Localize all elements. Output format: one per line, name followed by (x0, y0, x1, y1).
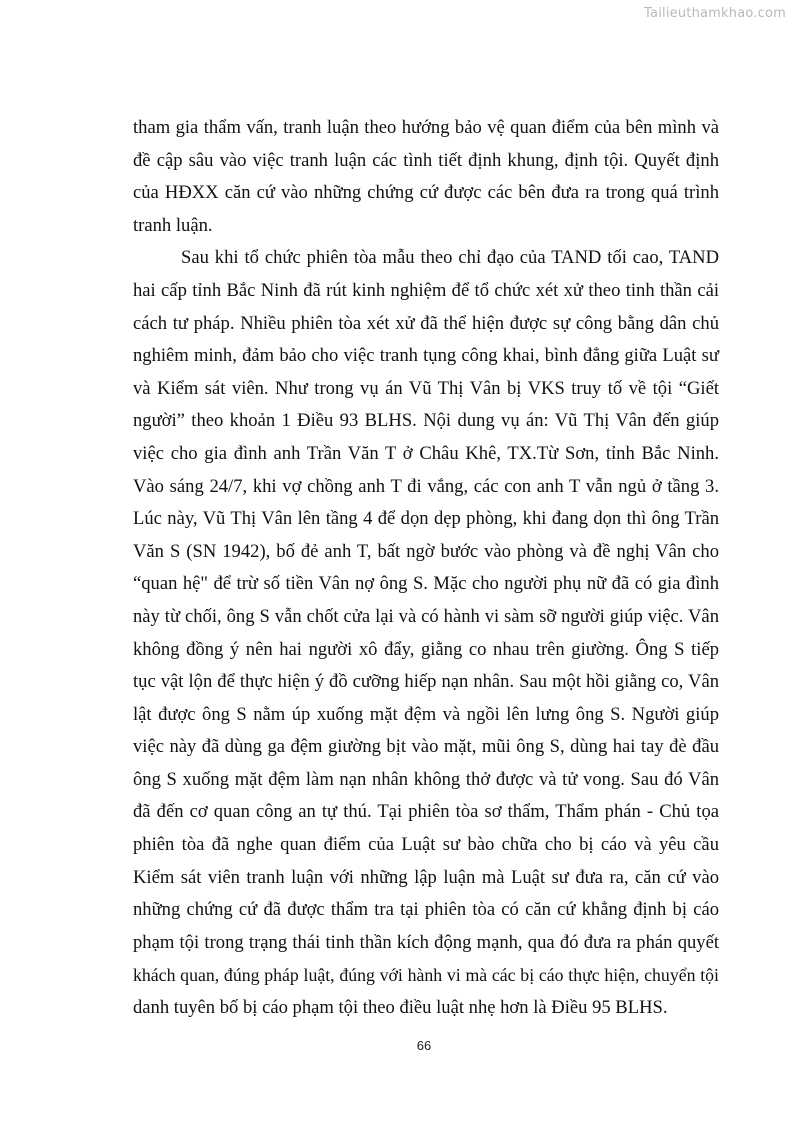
text-line: danh tuyên bố bị cáo phạm tội theo điều luật nhẹ hơn là Điều 95 BLHS. (133, 997, 668, 1019)
watermark-text: Tailieuthamkhao.com (644, 6, 786, 21)
text-line: tham gia thẩm vấn, tranh luận theo hướng bảo vệ quan điểm của bên mình và (133, 117, 719, 138)
text-line: không đồng ý nên hai người xô đẩy, giằng co nhau trên giường. Ông S tiếp (133, 638, 719, 660)
paragraph-2 (133, 242, 719, 1024)
text-line: đã đến cơ quan công an tự thú. Tại phiên tòa sơ thẩm, Thẩm phán - Chủ tọa (133, 801, 719, 823)
page-number: 66 (416, 1038, 432, 1053)
text-line: nghiêm minh, đảm bảo cho việc tranh tụng công khai, bình đẳng giữa Luật sư (133, 345, 719, 367)
text-line: Sau khi tổ chức phiên tòa mẫu theo chỉ đạo của TAND tối cao, TAND (181, 247, 719, 269)
text-line: “quan hệ" để trừ số tiền Vân nợ ông S. Mặc cho người phụ nữ đã có gia đình (133, 573, 719, 595)
text-line: cách tư pháp. Nhiều phiên tòa xét xử đã thể hiện được sự công bằng dân chủ (133, 312, 719, 334)
text-line: ông S xuống mặt đệm làm nạn nhân không thở được và tử vong. Sau đó Vân (133, 768, 719, 790)
text-line: Văn S (SN 1942), bố đẻ anh T, bất ngờ bước vào phòng và đề nghị Vân cho (133, 540, 719, 562)
text-line: người” theo khoản 1 Điều 93 BLHS. Nội dung vụ án: Vũ Thị Vân đến giúp (133, 410, 719, 432)
text-line: tục vật lộn để thực hiện ý đồ cưỡng hiếp nạn nhân. Sau một hồi giằng co, Vân (133, 671, 719, 693)
text-line: và Kiểm sát viên. Như trong vụ án Vũ Thị Vân bị VKS truy tố về tội “Giết (133, 377, 719, 399)
paragraph-1 (133, 112, 719, 242)
text-line: tranh luận. (133, 214, 213, 236)
text-line: phiên tòa đã nghe quan điểm của Luật sư bào chữa cho bị cáo và yêu cầu (133, 834, 719, 856)
text-line: việc này đã dùng ga đệm giường bịt vào mặt, mũi ông S, dùng hai tay đè đầu (133, 736, 719, 758)
text-line: này từ chối, ông S vẫn chốt cửa lại và có hành vi sàm sỡ người giúp việc. Vân (133, 605, 719, 627)
text-line: Kiểm sát viên tranh luận với những lập luận mà Luật sư đưa ra, căn cứ vào (133, 866, 719, 888)
text-line: Lúc này, Vũ Thị Vân lên tầng 4 để dọn dẹp phòng, khi đang dọn thì ông Trần (133, 508, 719, 530)
text-line: Vào sáng 24/7, khi vợ chồng anh T đi vắng, các con anh T vẫn ngủ ở tầng 3. (133, 475, 719, 497)
text-line: việc cho gia đình anh Trần Văn T ở Châu Khê, TX.Từ Sơn, tỉnh Bắc Ninh. (133, 442, 719, 464)
text-line: phạm tội trong trạng thái tinh thần kích động mạnh, qua đó đưa ra phán quyết (133, 931, 719, 953)
text-line: những chứng cứ đã được thẩm tra tại phiên tòa có căn cứ khẳng định bị cáo (133, 899, 719, 921)
text-line: hai cấp tỉnh Bắc Ninh đã rút kinh nghiệm để tổ chức xét xử theo tinh thần cải (133, 279, 719, 301)
document-body (133, 112, 719, 1025)
text-line: khách quan, đúng pháp luật, đúng với hành vi mà các bị cáo thực hiện, chuyển tội (133, 965, 719, 986)
text-line: của HĐXX căn cứ vào những chứng cứ được các bên đưa ra trong quá trình (133, 182, 719, 204)
text-line: lật được ông S nằm úp xuống mặt đệm và ngồi lên lưng ông S. Người giúp (133, 703, 719, 725)
text-line: đề cập sâu vào việc tranh luận các tình tiết định khung, định tội. Quyết định (133, 149, 719, 171)
